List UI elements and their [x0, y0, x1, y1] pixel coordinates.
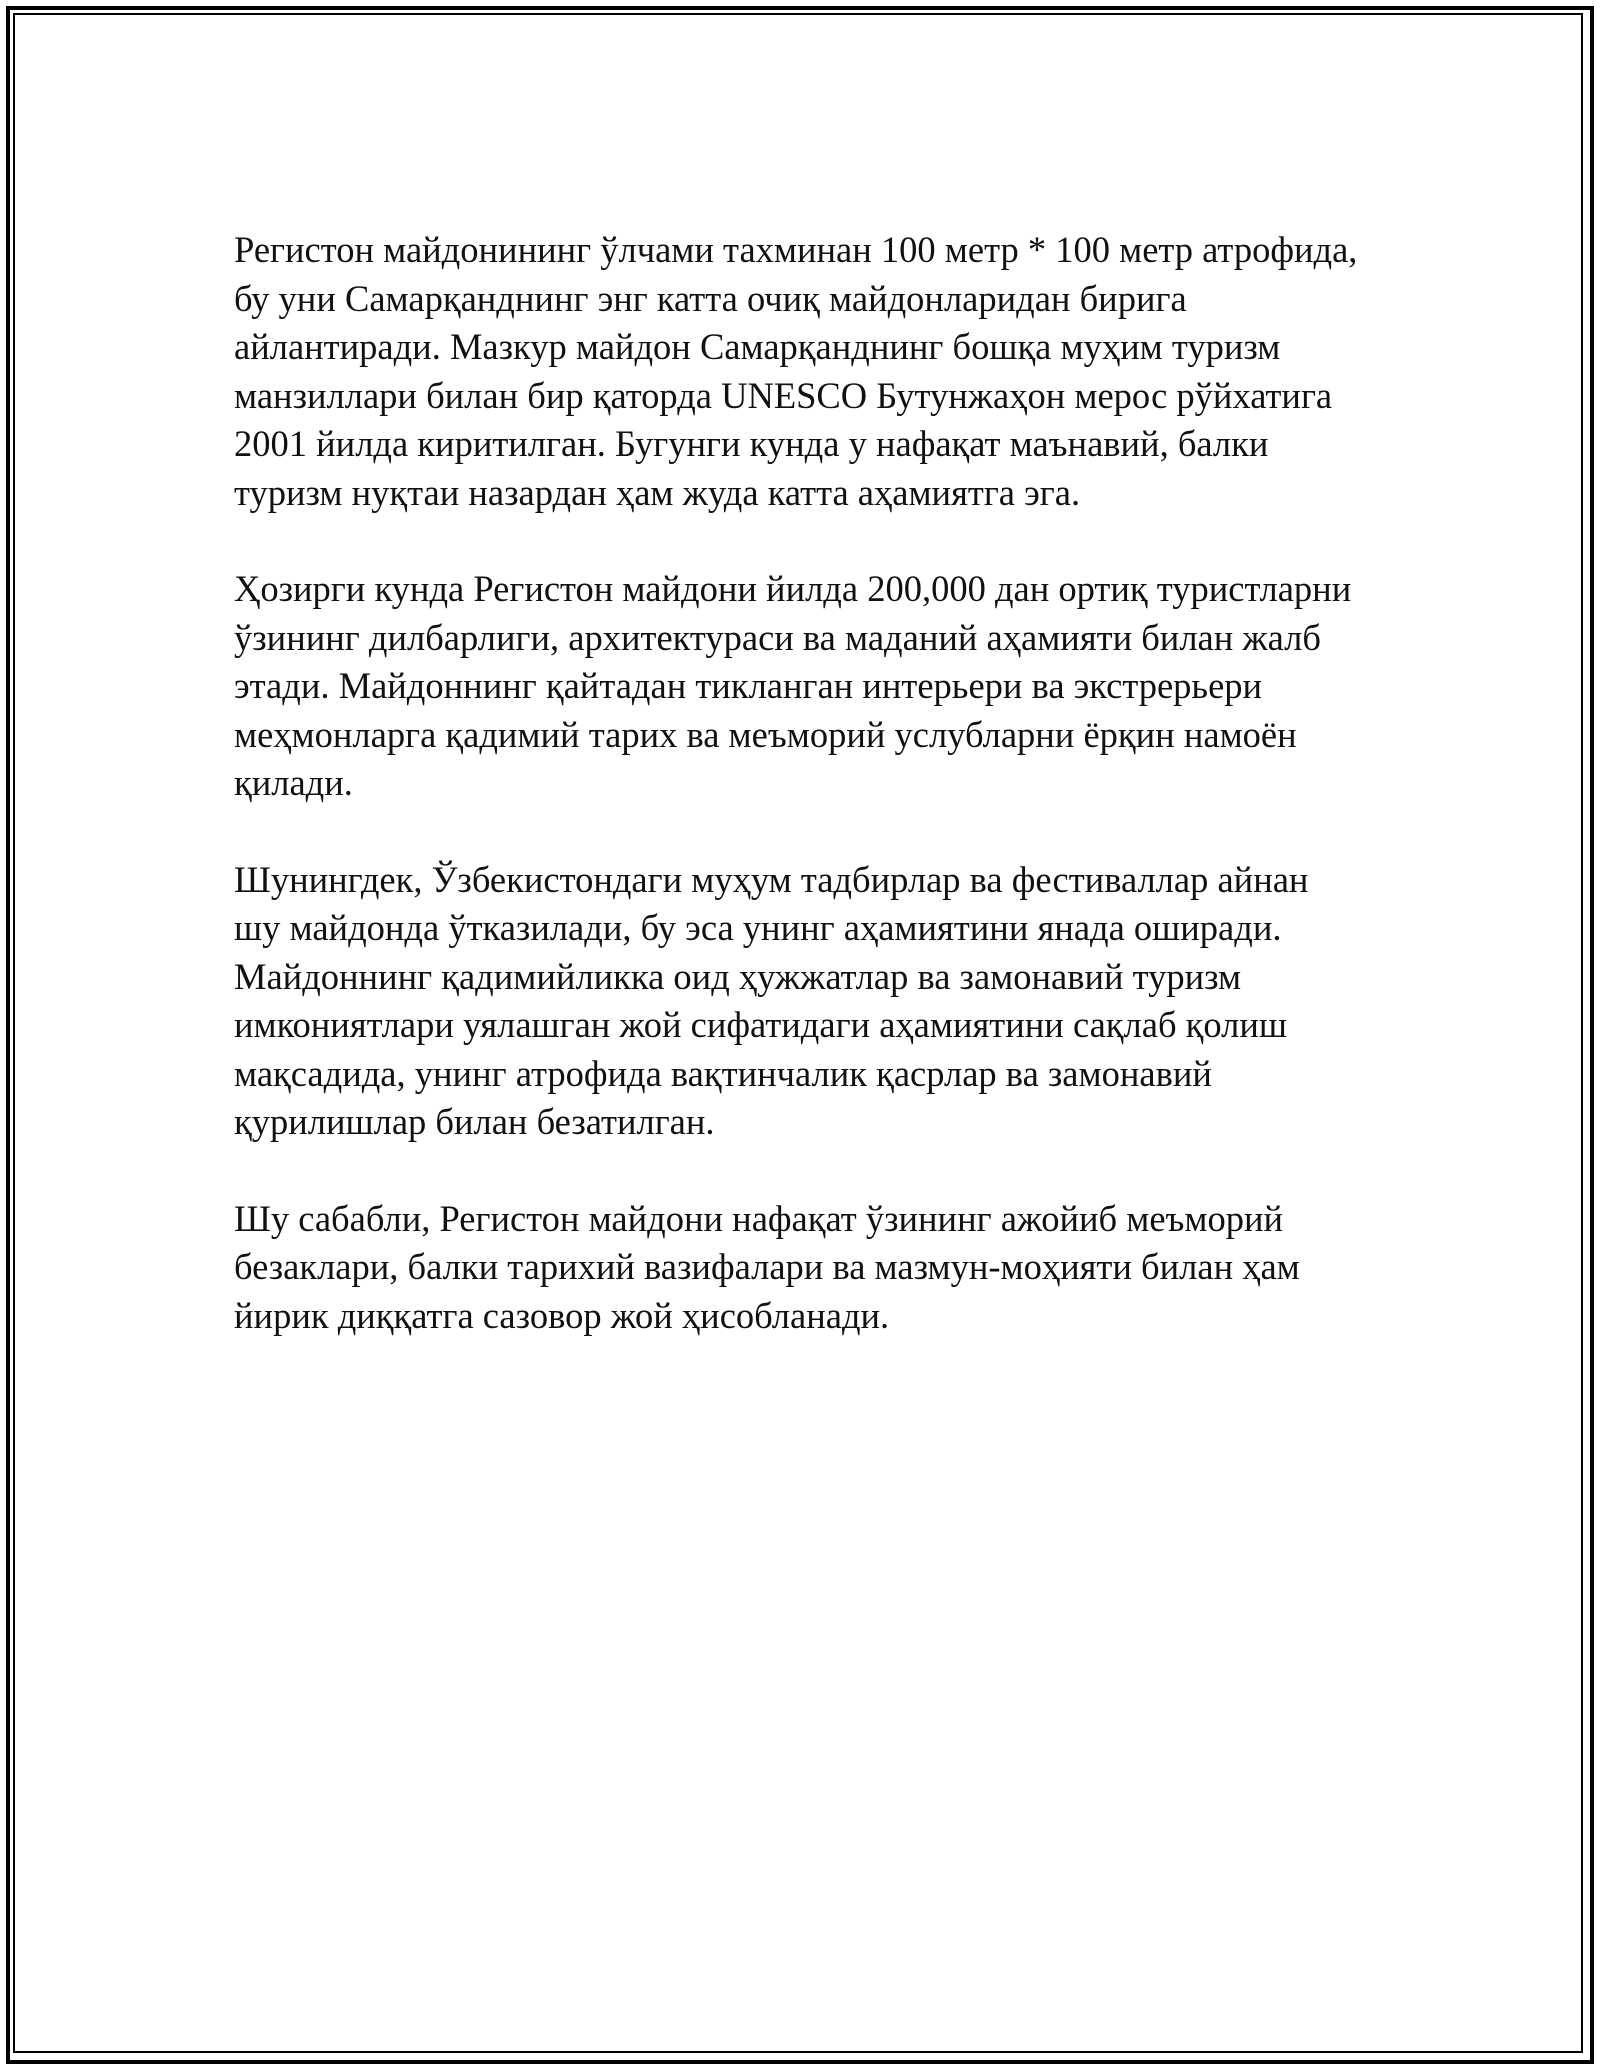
paragraph-2: Ҳозирги кунда Регистон майдони йилда 200,000 дан ортиқ туристларни ўзининг дилбарлиги, архитектураси ва маданий аҳамияти билан жалб этади. Майдоннинг қайтадан тикланган интерьери ва экстрерьери меҳмонларга қадимий тарих ва меъморий услубларни ёрқин намоён қилади.	[234, 568, 1352, 803]
paragraph-3: Шунингдек, Ўзбекистондаги муҳум тадбирлар ва фестиваллар айнан шу майдонда ўтказилади, бу эса унинг аҳамиятини янада оширади. Майдоннинг қадимийликка оид ҳужжатлар ва замонавий туризм имкониятлари уялашган жой сифатидаги аҳамиятини сақлаб қолиш мақсадида, унинг атрофида вақтинчалик қасрлар ва замонавий қурилишлар билан безатилган.	[234, 858, 1309, 1142]
paragraph-1: Регистон майдонининг ўлчами тахминан 100 метр * 100 метр атрофида, бу уни Самарқанднинг энг катта очиқ майдонларидан бирига айлантиради. Мазкур майдон Самарқанднинг бошқа муҳим туризм манзиллари билан бир қаторда UNESCO Бутунжаҳон мерос рўйхатига 2001 йилда киритилган. Бугунги кунда у нафақат маънавий, балки туризм нуқтаи назардан ҳам жуда катта аҳамиятга эга.	[234, 229, 1358, 513]
paragraph-4: Шу сабабли, Регистон майдони нафақат ўзининг ажойиб меъморий безаклари, балки тарихий вазифалари ва мазмун-моҳияти билан ҳам йирик диққатга сазовор жой ҳисобланади.	[234, 1197, 1300, 1336]
document-body	[234, 226, 1394, 1388]
